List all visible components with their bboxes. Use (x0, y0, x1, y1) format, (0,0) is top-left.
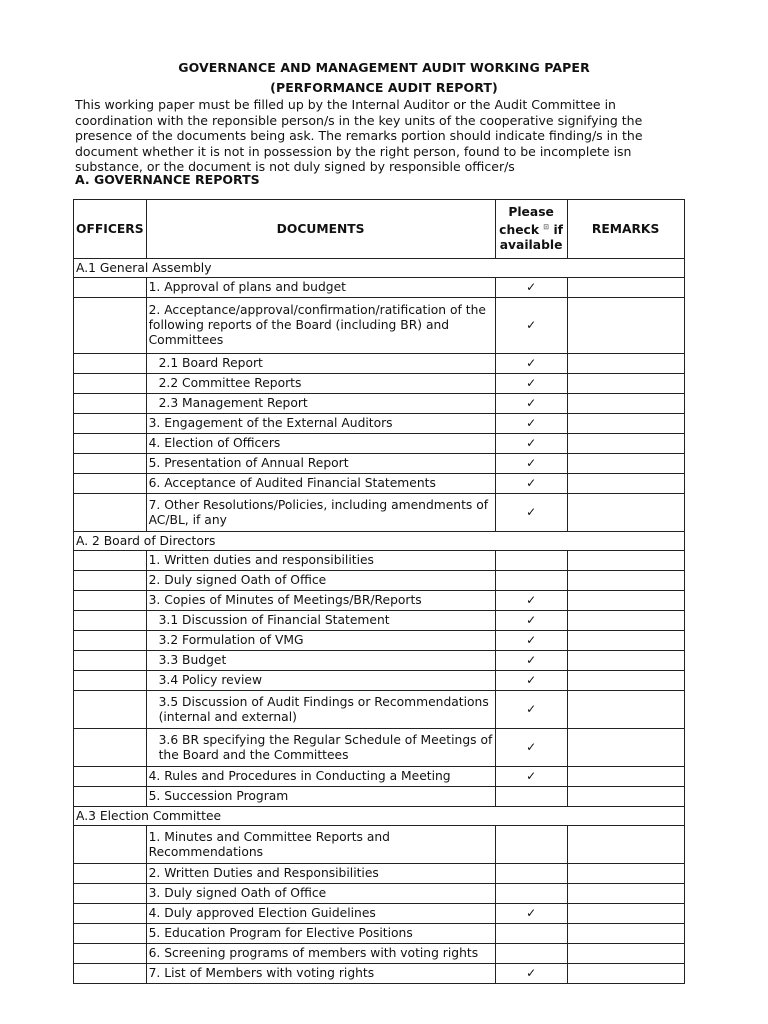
check-mark-icon: ✓ (526, 740, 537, 754)
remarks-cell[interactable] (567, 591, 684, 611)
document-cell: 4. Rules and Procedures in Conducting a Meeting (146, 767, 495, 787)
table-row (74, 944, 685, 964)
check-mark-icon: ✓ (526, 505, 537, 519)
intro-line: substance, or the document is not duly signed by responsible officer/s (75, 159, 515, 175)
document-title: GOVERNANCE AND MANAGEMENT AUDIT WORKING PAPER (178, 60, 590, 75)
officer-cell[interactable] (74, 964, 147, 984)
availability-check-cell[interactable] (495, 354, 567, 374)
intro-line: This working paper must be filled up by the Internal Auditor or the Audit Committee in (75, 97, 616, 112)
check-mark-icon: ✓ (526, 769, 537, 783)
remarks-cell[interactable] (567, 474, 684, 494)
document-cell: 3.3 Budget (146, 651, 495, 671)
check-mark-icon: ✓ (526, 318, 537, 332)
availability-check-cell[interactable] (495, 551, 567, 571)
availability-check-cell[interactable] (495, 414, 567, 434)
document-cell: 2. Duly signed Oath of Office (146, 571, 495, 591)
check-mark-icon: ✓ (526, 416, 537, 430)
officer-cell[interactable] (74, 434, 147, 454)
availability-check-cell[interactable] (495, 494, 567, 532)
officer-cell[interactable] (74, 864, 147, 884)
header-check-line2b: if (553, 223, 564, 238)
availability-check-cell[interactable] (495, 474, 567, 494)
officer-cell[interactable] (74, 787, 147, 807)
header-check-line3: available (499, 238, 563, 253)
document-cell: 1. Written duties and responsibilities (146, 551, 495, 571)
check-mark-icon: ✓ (526, 593, 537, 607)
check-mark-icon: ✓ (526, 906, 537, 920)
document-cell: 3.1 Discussion of Financial Statement (146, 611, 495, 631)
remarks-cell[interactable] (567, 787, 684, 807)
officer-cell[interactable] (74, 944, 147, 964)
remarks-cell[interactable] (567, 884, 684, 904)
table-row (74, 651, 685, 671)
officer-cell[interactable] (74, 631, 147, 651)
document-cell: 7. Other Resolutions/Policies, including amendments of AC/BL, if any (146, 494, 495, 532)
document-subtitle: (PERFORMANCE AUDIT REPORT) (270, 80, 498, 95)
remarks-cell[interactable] (567, 631, 684, 651)
availability-check-cell[interactable] (495, 884, 567, 904)
group-row (74, 532, 685, 551)
group-row (74, 807, 685, 826)
header-check (495, 200, 567, 259)
remarks-cell[interactable] (567, 611, 684, 631)
remarks-cell[interactable] (567, 864, 684, 884)
availability-check-cell[interactable] (495, 394, 567, 414)
table-header-row (74, 200, 685, 259)
document-cell: 6. Screening programs of members with voting rights (146, 944, 495, 964)
table-row (74, 414, 685, 434)
table-row (74, 298, 685, 354)
table-row (74, 611, 685, 631)
check-mark-icon: ✓ (526, 702, 537, 716)
table-row (74, 571, 685, 591)
check-mark-icon: ✓ (526, 653, 537, 667)
document-cell: 4. Duly approved Election Guidelines (146, 904, 495, 924)
check-mark-icon: ✓ (526, 613, 537, 627)
availability-check-cell[interactable] (495, 454, 567, 474)
group-row (74, 259, 685, 278)
officer-cell[interactable] (74, 691, 147, 729)
remarks-cell[interactable] (567, 651, 684, 671)
header-check-line1: Please (508, 204, 554, 219)
table-row (74, 729, 685, 767)
document-cell: 3.4 Policy review (146, 671, 495, 691)
availability-check-cell[interactable] (495, 374, 567, 394)
table-row (74, 671, 685, 691)
officer-cell[interactable] (74, 278, 147, 298)
table-row (74, 787, 685, 807)
intro-line: document whether it is not in possession by the right person, found to be incomplete isn (75, 143, 632, 159)
intro-line: coordination with the reponsible person/s in the key units of the cooperative signifying the (75, 112, 643, 128)
table-row (74, 354, 685, 374)
table-row (74, 454, 685, 474)
availability-check-cell[interactable] (495, 691, 567, 729)
officer-cell[interactable] (74, 414, 147, 434)
availability-check-cell[interactable] (495, 278, 567, 298)
officer-cell[interactable] (74, 551, 147, 571)
document-cell: 3. Duly signed Oath of Office (146, 884, 495, 904)
document-cell: 2.1 Board Report (146, 354, 495, 374)
document-cell: 2.2 Committee Reports (146, 374, 495, 394)
intro-line: presence of the documents being ask. The remarks portion should indicate finding/s in the (75, 128, 643, 144)
officer-cell[interactable] (74, 729, 147, 767)
table-row (74, 474, 685, 494)
document-cell: 3.2 Formulation of VMG (146, 631, 495, 651)
group-label: A.1 General Assembly (74, 259, 685, 278)
document-cell: 2. Acceptance/approval/confirmation/ratification of the following reports of the Board (including BR) and Committees (146, 298, 495, 354)
officer-cell[interactable] (74, 454, 147, 474)
document-cell: 5. Education Program for Elective Positions (146, 924, 495, 944)
table-row (74, 691, 685, 729)
table-row (74, 904, 685, 924)
officer-cell[interactable] (74, 394, 147, 414)
remarks-cell[interactable] (567, 298, 684, 354)
availability-check-cell[interactable] (495, 298, 567, 354)
header-check-line2: check (499, 223, 540, 238)
checkbox-glyph-icon: ⊡ (543, 222, 550, 231)
officer-cell[interactable] (74, 591, 147, 611)
remarks-cell[interactable] (567, 904, 684, 924)
availability-check-cell[interactable] (495, 434, 567, 454)
check-mark-icon: ✓ (526, 633, 537, 647)
table-row (74, 434, 685, 454)
check-mark-icon: ✓ (526, 456, 537, 470)
officer-cell[interactable] (74, 904, 147, 924)
availability-check-cell[interactable] (495, 787, 567, 807)
availability-check-cell[interactable] (495, 924, 567, 944)
remarks-cell[interactable] (567, 691, 684, 729)
section-title: A. GOVERNANCE REPORTS (75, 172, 260, 187)
table-row (74, 631, 685, 651)
availability-check-cell[interactable] (495, 631, 567, 651)
officer-cell[interactable] (74, 884, 147, 904)
remarks-cell[interactable] (567, 454, 684, 474)
header-remarks: REMARKS (567, 200, 684, 259)
governance-reports-table (73, 199, 685, 984)
remarks-cell[interactable] (567, 924, 684, 944)
table-row (74, 924, 685, 944)
table-row (74, 394, 685, 414)
document-cell: 2.3 Management Report (146, 394, 495, 414)
document-cell: 2. Written Duties and Responsibilities (146, 864, 495, 884)
table-row (74, 767, 685, 787)
document-cell: 3. Engagement of the External Auditors (146, 414, 495, 434)
table-row (74, 864, 685, 884)
check-mark-icon: ✓ (526, 280, 537, 294)
availability-check-cell[interactable] (495, 826, 567, 864)
remarks-cell[interactable] (567, 394, 684, 414)
remarks-cell[interactable] (567, 414, 684, 434)
remarks-cell[interactable] (567, 571, 684, 591)
table-row (74, 278, 685, 298)
availability-check-cell[interactable] (495, 767, 567, 787)
remarks-cell[interactable] (567, 964, 684, 984)
officer-cell[interactable] (74, 374, 147, 394)
availability-check-cell[interactable] (495, 591, 567, 611)
table-row (74, 494, 685, 532)
document-cell: 3.6 BR specifying the Regular Schedule of Meetings of the Board and the Committees (146, 729, 495, 767)
check-mark-icon: ✓ (526, 396, 537, 410)
officer-cell[interactable] (74, 298, 147, 354)
document-cell: 1. Minutes and Committee Reports and Recommendations (146, 826, 495, 864)
remarks-cell[interactable] (567, 434, 684, 454)
check-mark-icon: ✓ (526, 436, 537, 450)
officer-cell[interactable] (74, 671, 147, 691)
officer-cell[interactable] (74, 571, 147, 591)
officer-cell[interactable] (74, 354, 147, 374)
document-cell: 6. Acceptance of Audited Financial Statements (146, 474, 495, 494)
table-row (74, 884, 685, 904)
availability-check-cell[interactable] (495, 904, 567, 924)
document-cell: 3.5 Discussion of Audit Findings or Recommendations (internal and external) (146, 691, 495, 729)
check-mark-icon: ✓ (526, 376, 537, 390)
availability-check-cell[interactable] (495, 864, 567, 884)
officer-cell[interactable] (74, 826, 147, 864)
officer-cell[interactable] (74, 494, 147, 532)
remarks-cell[interactable] (567, 494, 684, 532)
remarks-cell[interactable] (567, 551, 684, 571)
table-row (74, 591, 685, 611)
document-cell: 5. Succession Program (146, 787, 495, 807)
document-cell: 3. Copies of Minutes of Meetings/BR/Reports (146, 591, 495, 611)
availability-check-cell[interactable] (495, 671, 567, 691)
document-cell: 4. Election of Officers (146, 434, 495, 454)
officer-cell[interactable] (74, 651, 147, 671)
table-row (74, 964, 685, 984)
remarks-cell[interactable] (567, 826, 684, 864)
group-label: A. 2 Board of Directors (74, 532, 685, 551)
availability-check-cell[interactable] (495, 729, 567, 767)
remarks-cell[interactable] (567, 374, 684, 394)
remarks-cell[interactable] (567, 767, 684, 787)
remarks-cell[interactable] (567, 944, 684, 964)
availability-check-cell[interactable] (495, 964, 567, 984)
check-mark-icon: ✓ (526, 476, 537, 490)
document-cell: 5. Presentation of Annual Report (146, 454, 495, 474)
header-officers: OFFICERS (74, 200, 147, 259)
officer-cell[interactable] (74, 474, 147, 494)
availability-check-cell[interactable] (495, 651, 567, 671)
availability-check-cell[interactable] (495, 944, 567, 964)
remarks-cell[interactable] (567, 278, 684, 298)
remarks-cell[interactable] (567, 729, 684, 767)
check-mark-icon: ✓ (526, 966, 537, 980)
availability-check-cell[interactable] (495, 571, 567, 591)
table-row (74, 374, 685, 394)
header-documents: DOCUMENTS (146, 200, 495, 259)
table-row (74, 826, 685, 864)
check-mark-icon: ✓ (526, 356, 537, 370)
officer-cell[interactable] (74, 924, 147, 944)
table-row (74, 551, 685, 571)
remarks-cell[interactable] (567, 671, 684, 691)
document-cell: 7. List of Members with voting rights (146, 964, 495, 984)
check-mark-icon: ✓ (526, 673, 537, 687)
intro-paragraph (75, 97, 693, 175)
group-label: A.3 Election Committee (74, 807, 685, 826)
availability-check-cell[interactable] (495, 611, 567, 631)
officer-cell[interactable] (74, 767, 147, 787)
remarks-cell[interactable] (567, 354, 684, 374)
document-cell: 1. Approval of plans and budget (146, 278, 495, 298)
officer-cell[interactable] (74, 611, 147, 631)
